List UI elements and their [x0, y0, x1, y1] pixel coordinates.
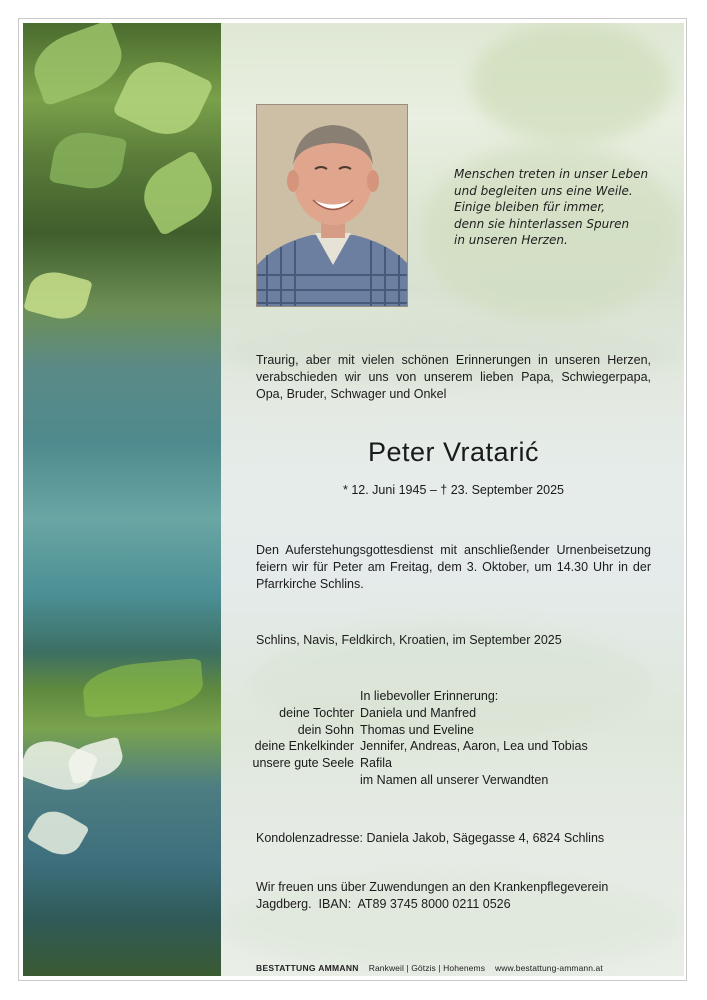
poem-line: Einige bleiben für immer, — [454, 200, 606, 214]
relatives-closing: im Namen all unserer Verwandten — [360, 772, 549, 787]
relative-names: Thomas und Eveline — [360, 722, 474, 737]
relative-row — [240, 738, 660, 755]
relative-label: deine Enkelkinder — [254, 739, 354, 754]
footer-brand-a: BESTATTUNG — [256, 963, 316, 973]
condolence-address: Kondolenzadresse: Daniela Jakob, Sägegasse 4, 6824 Schlins — [256, 831, 605, 845]
relative-row — [240, 705, 660, 722]
relative-label: deine Tochter — [279, 705, 354, 720]
footer-locations: Rankweil | Götzis | Hohenems — [368, 963, 486, 973]
leaf-shape — [112, 49, 214, 146]
footer-brand — [256, 963, 359, 973]
bg-blob — [471, 23, 671, 143]
leaf-shape — [23, 266, 93, 325]
donation-text — [256, 879, 651, 913]
relative-row — [240, 722, 660, 739]
leaf-shape — [26, 803, 89, 863]
places-line: Schlins, Navis, Feldkirch, Kroatien, im September 2025 — [256, 633, 562, 647]
intro-text: Traurig, aber mit vielen schönen Erinnerungen in unseren Herzen, verabschieden wir uns von unserem lieben Papa, Schwiegerpapa, Opa, Bruder, Schwager und Onkel — [256, 353, 651, 401]
relative-label: unsere gute Seele — [252, 756, 354, 771]
leaf-shape — [25, 23, 130, 107]
donation-iban-line: Jagdberg. IBAN: AT89 3745 8000 0211 0526 — [256, 897, 511, 911]
relative-names: Rafila — [360, 756, 392, 771]
nature-photo-strip — [23, 23, 221, 976]
leaf-shape — [81, 658, 205, 718]
relative-label: dein Sohn — [297, 722, 354, 737]
relatives-list — [240, 688, 660, 789]
service-text: Den Auferstehungsgottesdienst mit anschließender Urnenbeisetzung feiern wir für Peter am Freitag, dem 3. Oktober, um 14.30 Uhr in der Pfarrkirche Schlins. — [256, 543, 651, 591]
relatives-heading-row — [240, 688, 660, 705]
life-dates: * 12. Juni 1945 – † 23. September 2025 — [343, 483, 564, 497]
relatives-heading: In liebevoller Erinnerung: — [360, 689, 499, 703]
poem-line: in unseren Herzen. — [454, 233, 568, 247]
relative-row — [240, 755, 660, 772]
poem-line: denn sie hinterlassen Spuren — [454, 216, 630, 231]
relative-names: Jennifer, Andreas, Aaron, Lea und Tobias — [360, 739, 588, 754]
donation-line: Wir freuen uns über Zuwendungen an den Krankenpflegeverein — [256, 880, 609, 894]
footer — [256, 963, 676, 973]
leaf-shape — [64, 736, 126, 784]
relatives-closing-row — [240, 772, 660, 789]
deceased-name: Peter Vratarić — [367, 437, 540, 467]
leaf-shape — [133, 150, 221, 237]
footer-website[interactable]: www.bestattung-ammann.at — [495, 963, 603, 973]
poem-line: und begleiten uns eine Weile. — [454, 183, 633, 198]
footer-brand-b: AMMANN — [318, 963, 359, 973]
poem — [454, 166, 664, 249]
portrait-photo — [256, 104, 408, 307]
leaf-shape — [49, 127, 127, 193]
poem-line: Menschen treten in unser Leben — [454, 167, 649, 181]
relative-names: Daniela und Manfred — [360, 705, 477, 720]
